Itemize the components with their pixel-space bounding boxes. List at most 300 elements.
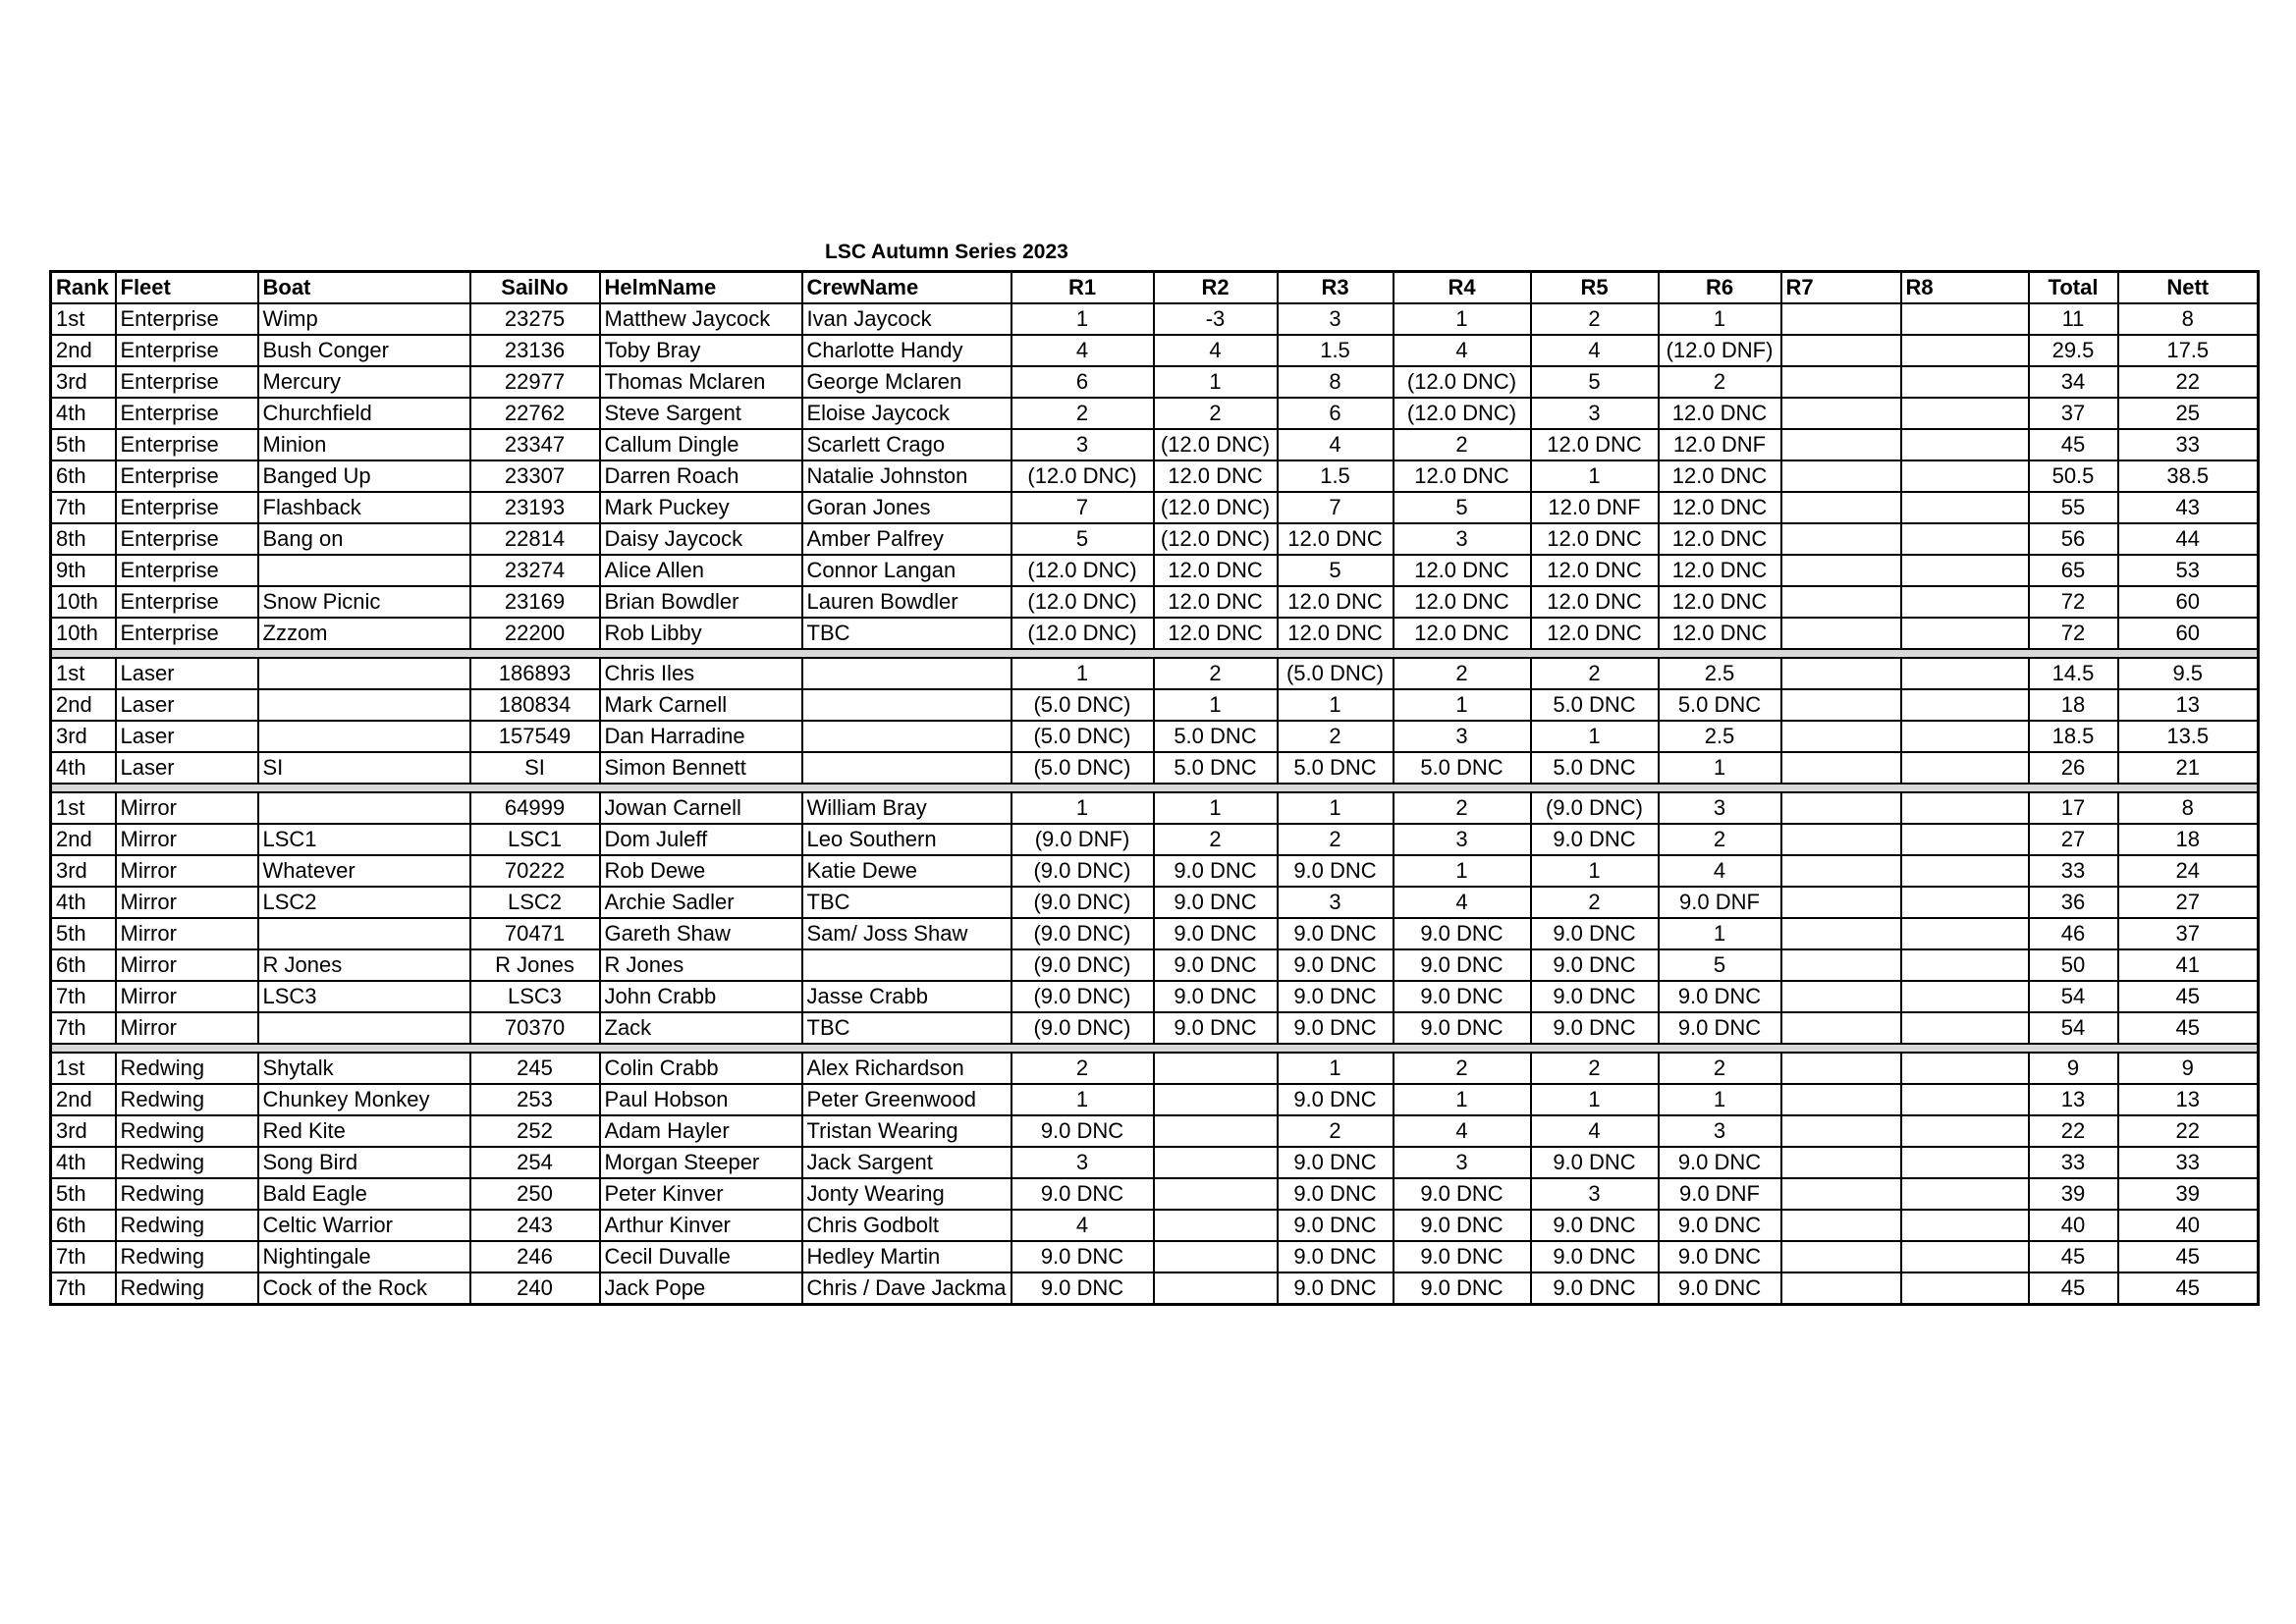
- cell-helm-name: Thomas Mclaren: [600, 366, 802, 398]
- cell-total: 34: [2029, 366, 2118, 398]
- cell-helm-name: Rob Libby: [600, 618, 802, 649]
- cell-total: 14.5: [2029, 658, 2118, 689]
- cell-rank: 6th: [51, 460, 116, 492]
- cell-r8: [1901, 1115, 2029, 1147]
- cell-sail-no: 253: [470, 1084, 600, 1115]
- cell-helm-name: R Jones: [600, 949, 802, 981]
- column-header-sail-no: SailNo: [470, 272, 600, 304]
- cell-r2: 9.0 DNC: [1154, 918, 1278, 949]
- cell-fleet: Laser: [116, 658, 258, 689]
- cell-helm-name: Jowan Carnell: [600, 792, 802, 824]
- cell-sail-no: 240: [470, 1272, 600, 1305]
- cell-fleet: Enterprise: [116, 492, 258, 523]
- cell-r6: 9.0 DNC: [1659, 1012, 1781, 1044]
- cell-rank: 3rd: [51, 855, 116, 887]
- table-row: [51, 918, 2259, 949]
- cell-fleet: Enterprise: [116, 335, 258, 366]
- cell-r2: 2: [1154, 398, 1278, 429]
- cell-nett: 22: [2118, 1115, 2259, 1147]
- cell-r5: 1: [1531, 855, 1659, 887]
- cell-r4: 5.0 DNC: [1394, 752, 1531, 784]
- cell-r5: 9.0 DNC: [1531, 1012, 1659, 1044]
- cell-helm-name: Simon Bennett: [600, 752, 802, 784]
- cell-r8: [1901, 398, 2029, 429]
- cell-r6: 1: [1659, 1084, 1781, 1115]
- cell-r1: (12.0 DNC): [1011, 460, 1154, 492]
- cell-sail-no: 23275: [470, 303, 600, 335]
- cell-r6: 2.5: [1659, 658, 1781, 689]
- cell-r5: 5.0 DNC: [1531, 752, 1659, 784]
- cell-rank: 7th: [51, 981, 116, 1012]
- cell-r8: [1901, 918, 2029, 949]
- cell-crew-name: Scarlett Crago: [802, 429, 1011, 460]
- cell-r1: 1: [1011, 303, 1154, 335]
- cell-rank: 6th: [51, 949, 116, 981]
- cell-r5: 4: [1531, 335, 1659, 366]
- cell-crew-name: Jasse Crabb: [802, 981, 1011, 1012]
- cell-crew-name: [802, 689, 1011, 721]
- cell-r5: 9.0 DNC: [1531, 1147, 1659, 1178]
- cell-r6: 12.0 DNC: [1659, 586, 1781, 618]
- cell-total: 13: [2029, 1084, 2118, 1115]
- cell-crew-name: Jonty Wearing: [802, 1178, 1011, 1210]
- cell-boat: Bush Conger: [258, 335, 470, 366]
- cell-r8: [1901, 792, 2029, 824]
- table-row: [51, 1084, 2259, 1115]
- cell-crew-name: Amber Palfrey: [802, 523, 1011, 555]
- cell-r7: [1781, 1178, 1901, 1210]
- cell-r3: 9.0 DNC: [1278, 1241, 1394, 1272]
- cell-rank: 4th: [51, 398, 116, 429]
- cell-nett: 60: [2118, 586, 2259, 618]
- cell-helm-name: Darren Roach: [600, 460, 802, 492]
- cell-sail-no: 23307: [470, 460, 600, 492]
- cell-boat: Song Bird: [258, 1147, 470, 1178]
- column-header-r6: R6: [1659, 272, 1781, 304]
- cell-sail-no: LSC1: [470, 824, 600, 855]
- cell-rank: 5th: [51, 1178, 116, 1210]
- cell-nett: 60: [2118, 618, 2259, 649]
- cell-boat: Red Kite: [258, 1115, 470, 1147]
- cell-r8: [1901, 586, 2029, 618]
- cell-r2: 12.0 DNC: [1154, 555, 1278, 586]
- cell-rank: 1st: [51, 1053, 116, 1084]
- table-row: [51, 1210, 2259, 1241]
- cell-fleet: Enterprise: [116, 618, 258, 649]
- cell-boat: [258, 918, 470, 949]
- cell-boat: Flashback: [258, 492, 470, 523]
- cell-r1: (9.0 DNC): [1011, 981, 1154, 1012]
- cell-r2: 2: [1154, 658, 1278, 689]
- cell-r7: [1781, 586, 1901, 618]
- column-header-r2: R2: [1154, 272, 1278, 304]
- cell-r3: 5: [1278, 555, 1394, 586]
- cell-nett: 41: [2118, 949, 2259, 981]
- cell-r3: 1.5: [1278, 335, 1394, 366]
- cell-nett: 53: [2118, 555, 2259, 586]
- cell-r7: [1781, 523, 1901, 555]
- cell-sail-no: 243: [470, 1210, 600, 1241]
- cell-r1: 3: [1011, 429, 1154, 460]
- cell-sail-no: SI: [470, 752, 600, 784]
- cell-r6: 12.0 DNC: [1659, 523, 1781, 555]
- cell-rank: 2nd: [51, 335, 116, 366]
- cell-total: 22: [2029, 1115, 2118, 1147]
- cell-r4: 1: [1394, 689, 1531, 721]
- cell-crew-name: [802, 949, 1011, 981]
- cell-nett: 39: [2118, 1178, 2259, 1210]
- cell-fleet: Mirror: [116, 824, 258, 855]
- cell-helm-name: Mark Carnell: [600, 689, 802, 721]
- table-row: [51, 1178, 2259, 1210]
- cell-r1: (9.0 DNC): [1011, 855, 1154, 887]
- cell-r7: [1781, 1147, 1901, 1178]
- cell-r1: (5.0 DNC): [1011, 689, 1154, 721]
- cell-r4: 1: [1394, 1084, 1531, 1115]
- cell-r3: 9.0 DNC: [1278, 1210, 1394, 1241]
- cell-r1: 9.0 DNC: [1011, 1115, 1154, 1147]
- cell-total: 55: [2029, 492, 2118, 523]
- cell-boat: [258, 555, 470, 586]
- table-row: [51, 460, 2259, 492]
- header-row: [51, 272, 2259, 304]
- cell-r5: 4: [1531, 1115, 1659, 1147]
- cell-total: 45: [2029, 1241, 2118, 1272]
- cell-r7: [1781, 824, 1901, 855]
- cell-crew-name: Ivan Jaycock: [802, 303, 1011, 335]
- cell-nett: 8: [2118, 303, 2259, 335]
- cell-r3: (5.0 DNC): [1278, 658, 1394, 689]
- cell-crew-name: Charlotte Handy: [802, 335, 1011, 366]
- cell-r3: 9.0 DNC: [1278, 1084, 1394, 1115]
- cell-r5: 9.0 DNC: [1531, 918, 1659, 949]
- column-header-r7: R7: [1781, 272, 1901, 304]
- cell-r7: [1781, 618, 1901, 649]
- cell-helm-name: Toby Bray: [600, 335, 802, 366]
- cell-r3: 8: [1278, 366, 1394, 398]
- cell-r2: 9.0 DNC: [1154, 949, 1278, 981]
- cell-nett: 8: [2118, 792, 2259, 824]
- cell-r6: 3: [1659, 1115, 1781, 1147]
- cell-r2: 4: [1154, 335, 1278, 366]
- cell-fleet: Redwing: [116, 1272, 258, 1305]
- cell-nett: 45: [2118, 981, 2259, 1012]
- table-row: [51, 398, 2259, 429]
- column-header-crew-name: CrewName: [802, 272, 1011, 304]
- table-row: [51, 335, 2259, 366]
- cell-r8: [1901, 824, 2029, 855]
- cell-rank: 1st: [51, 658, 116, 689]
- cell-total: 56: [2029, 523, 2118, 555]
- cell-nett: 21: [2118, 752, 2259, 784]
- cell-r7: [1781, 1272, 1901, 1305]
- cell-total: 11: [2029, 303, 2118, 335]
- cell-r1: 9.0 DNC: [1011, 1241, 1154, 1272]
- cell-r3: 3: [1278, 887, 1394, 918]
- cell-fleet: Enterprise: [116, 460, 258, 492]
- table-row: [51, 1115, 2259, 1147]
- table-body: [51, 303, 2259, 1305]
- cell-r7: [1781, 1053, 1901, 1084]
- cell-r8: [1901, 618, 2029, 649]
- cell-boat: SI: [258, 752, 470, 784]
- cell-r3: 1: [1278, 1053, 1394, 1084]
- cell-r2: 12.0 DNC: [1154, 460, 1278, 492]
- cell-rank: 4th: [51, 887, 116, 918]
- cell-sail-no: LSC2: [470, 887, 600, 918]
- cell-boat: Whatever: [258, 855, 470, 887]
- cell-r8: [1901, 1241, 2029, 1272]
- cell-sail-no: R Jones: [470, 949, 600, 981]
- cell-crew-name: Connor Langan: [802, 555, 1011, 586]
- cell-r2: [1154, 1241, 1278, 1272]
- cell-r5: 9.0 DNC: [1531, 949, 1659, 981]
- cell-r2: 1: [1154, 792, 1278, 824]
- cell-fleet: Mirror: [116, 949, 258, 981]
- cell-helm-name: Archie Sadler: [600, 887, 802, 918]
- cell-r6: 9.0 DNC: [1659, 1147, 1781, 1178]
- cell-sail-no: 250: [470, 1178, 600, 1210]
- cell-helm-name: Dan Harradine: [600, 721, 802, 752]
- table-row: [51, 792, 2259, 824]
- cell-r4: 2: [1394, 658, 1531, 689]
- cell-r5: 5: [1531, 366, 1659, 398]
- cell-r4: 3: [1394, 523, 1531, 555]
- cell-r2: [1154, 1053, 1278, 1084]
- cell-r8: [1901, 1210, 2029, 1241]
- cell-total: 54: [2029, 1012, 2118, 1044]
- cell-helm-name: Gareth Shaw: [600, 918, 802, 949]
- cell-helm-name: Brian Bowdler: [600, 586, 802, 618]
- fleet-separator: [51, 1044, 2259, 1053]
- cell-r4: 4: [1394, 335, 1531, 366]
- column-header-total: Total: [2029, 272, 2118, 304]
- cell-r8: [1901, 887, 2029, 918]
- cell-r3: 9.0 DNC: [1278, 918, 1394, 949]
- table-row: [51, 855, 2259, 887]
- cell-rank: 1st: [51, 792, 116, 824]
- cell-r6: 12.0 DNF: [1659, 429, 1781, 460]
- cell-r4: 12.0 DNC: [1394, 460, 1531, 492]
- cell-r2: 9.0 DNC: [1154, 887, 1278, 918]
- cell-total: 54: [2029, 981, 2118, 1012]
- cell-helm-name: Adam Hayler: [600, 1115, 802, 1147]
- cell-fleet: Mirror: [116, 887, 258, 918]
- cell-boat: Bald Eagle: [258, 1178, 470, 1210]
- cell-r5: 2: [1531, 658, 1659, 689]
- cell-r7: [1781, 1084, 1901, 1115]
- cell-r2: [1154, 1115, 1278, 1147]
- cell-r3: 9.0 DNC: [1278, 1272, 1394, 1305]
- cell-r4: 4: [1394, 887, 1531, 918]
- cell-r8: [1901, 721, 2029, 752]
- cell-r7: [1781, 658, 1901, 689]
- cell-r3: 3: [1278, 303, 1394, 335]
- separator-cell: [51, 649, 2259, 658]
- cell-nett: 45: [2118, 1272, 2259, 1305]
- cell-r6: 4: [1659, 855, 1781, 887]
- cell-r7: [1781, 555, 1901, 586]
- cell-r2: 5.0 DNC: [1154, 752, 1278, 784]
- cell-total: 40: [2029, 1210, 2118, 1241]
- cell-sail-no: 254: [470, 1147, 600, 1178]
- cell-r1: 9.0 DNC: [1011, 1178, 1154, 1210]
- cell-r4: 3: [1394, 824, 1531, 855]
- cell-r5: 12.0 DNC: [1531, 586, 1659, 618]
- cell-nett: 43: [2118, 492, 2259, 523]
- cell-r4: 9.0 DNC: [1394, 1272, 1531, 1305]
- cell-helm-name: Chris Iles: [600, 658, 802, 689]
- cell-r4: 1: [1394, 855, 1531, 887]
- cell-r1: 5: [1011, 523, 1154, 555]
- cell-r7: [1781, 1210, 1901, 1241]
- page-title: LSC Autumn Series 2023: [825, 241, 1068, 263]
- cell-r8: [1901, 555, 2029, 586]
- cell-sail-no: 23193: [470, 492, 600, 523]
- table-row: [51, 824, 2259, 855]
- cell-sail-no: 22977: [470, 366, 600, 398]
- cell-r5: 2: [1531, 887, 1659, 918]
- table-row: [51, 1241, 2259, 1272]
- cell-r1: (5.0 DNC): [1011, 721, 1154, 752]
- column-header-fleet: Fleet: [116, 272, 258, 304]
- cell-nett: 9.5: [2118, 658, 2259, 689]
- cell-crew-name: [802, 658, 1011, 689]
- column-header-r4: R4: [1394, 272, 1531, 304]
- cell-rank: 3rd: [51, 366, 116, 398]
- table-row: [51, 1272, 2259, 1305]
- cell-crew-name: Natalie Johnston: [802, 460, 1011, 492]
- cell-fleet: Redwing: [116, 1241, 258, 1272]
- table-row: [51, 523, 2259, 555]
- cell-r6: 9.0 DNC: [1659, 1272, 1781, 1305]
- cell-nett: 18: [2118, 824, 2259, 855]
- cell-r6: 2: [1659, 824, 1781, 855]
- cell-total: 45: [2029, 429, 2118, 460]
- cell-rank: 3rd: [51, 721, 116, 752]
- cell-r1: (9.0 DNC): [1011, 918, 1154, 949]
- cell-crew-name: Leo Southern: [802, 824, 1011, 855]
- cell-r8: [1901, 335, 2029, 366]
- cell-helm-name: Rob Dewe: [600, 855, 802, 887]
- cell-r8: [1901, 752, 2029, 784]
- cell-total: 50: [2029, 949, 2118, 981]
- cell-r5: 12.0 DNC: [1531, 429, 1659, 460]
- cell-helm-name: Daisy Jaycock: [600, 523, 802, 555]
- cell-r2: [1154, 1210, 1278, 1241]
- cell-total: 46: [2029, 918, 2118, 949]
- cell-r4: 9.0 DNC: [1394, 949, 1531, 981]
- cell-r1: 6: [1011, 366, 1154, 398]
- cell-fleet: Redwing: [116, 1115, 258, 1147]
- cell-r7: [1781, 1115, 1901, 1147]
- cell-r8: [1901, 658, 2029, 689]
- cell-total: 26: [2029, 752, 2118, 784]
- cell-r3: 2: [1278, 721, 1394, 752]
- cell-r4: 12.0 DNC: [1394, 555, 1531, 586]
- cell-boat: Shytalk: [258, 1053, 470, 1084]
- cell-fleet: Enterprise: [116, 586, 258, 618]
- table-header: [51, 272, 2259, 304]
- cell-helm-name: Callum Dingle: [600, 429, 802, 460]
- cell-r6: 9.0 DNC: [1659, 1210, 1781, 1241]
- cell-r5: 9.0 DNC: [1531, 1210, 1659, 1241]
- table-row: [51, 303, 2259, 335]
- cell-fleet: Redwing: [116, 1178, 258, 1210]
- cell-fleet: Redwing: [116, 1053, 258, 1084]
- cell-rank: 8th: [51, 523, 116, 555]
- cell-helm-name: Zack: [600, 1012, 802, 1044]
- cell-boat: Wimp: [258, 303, 470, 335]
- cell-r2: (12.0 DNC): [1154, 492, 1278, 523]
- cell-r2: [1154, 1147, 1278, 1178]
- cell-r4: 9.0 DNC: [1394, 918, 1531, 949]
- cell-r1: (12.0 DNC): [1011, 555, 1154, 586]
- cell-helm-name: Morgan Steeper: [600, 1147, 802, 1178]
- table-row: [51, 1147, 2259, 1178]
- column-header-nett: Nett: [2118, 272, 2259, 304]
- separator-cell: [51, 784, 2259, 792]
- cell-r6: 9.0 DNF: [1659, 887, 1781, 918]
- cell-r8: [1901, 855, 2029, 887]
- cell-total: 33: [2029, 855, 2118, 887]
- cell-rank: 7th: [51, 1241, 116, 1272]
- cell-r5: 5.0 DNC: [1531, 689, 1659, 721]
- cell-sail-no: 22814: [470, 523, 600, 555]
- cell-fleet: Enterprise: [116, 398, 258, 429]
- cell-total: 18: [2029, 689, 2118, 721]
- cell-crew-name: Eloise Jaycock: [802, 398, 1011, 429]
- cell-r7: [1781, 949, 1901, 981]
- cell-r4: 9.0 DNC: [1394, 981, 1531, 1012]
- cell-r5: 2: [1531, 303, 1659, 335]
- cell-r3: 9.0 DNC: [1278, 949, 1394, 981]
- cell-r5: (9.0 DNC): [1531, 792, 1659, 824]
- cell-r7: [1781, 429, 1901, 460]
- cell-crew-name: Lauren Bowdler: [802, 586, 1011, 618]
- cell-r7: [1781, 366, 1901, 398]
- cell-r8: [1901, 1178, 2029, 1210]
- cell-r1: 1: [1011, 658, 1154, 689]
- cell-sail-no: 70471: [470, 918, 600, 949]
- cell-sail-no: 246: [470, 1241, 600, 1272]
- cell-crew-name: William Bray: [802, 792, 1011, 824]
- cell-crew-name: TBC: [802, 1012, 1011, 1044]
- cell-sail-no: 245: [470, 1053, 600, 1084]
- cell-nett: 27: [2118, 887, 2259, 918]
- fleet-separator: [51, 649, 2259, 658]
- cell-helm-name: Matthew Jaycock: [600, 303, 802, 335]
- cell-r6: 12.0 DNC: [1659, 398, 1781, 429]
- table-row: [51, 721, 2259, 752]
- cell-sail-no: 186893: [470, 658, 600, 689]
- cell-nett: 13: [2118, 1084, 2259, 1115]
- cell-r6: 9.0 DNF: [1659, 1178, 1781, 1210]
- table-row: [51, 618, 2259, 649]
- cell-r5: 2: [1531, 1053, 1659, 1084]
- cell-r8: [1901, 366, 2029, 398]
- cell-r3: 2: [1278, 824, 1394, 855]
- table-row: [51, 555, 2259, 586]
- cell-r4: 5: [1394, 492, 1531, 523]
- cell-total: 65: [2029, 555, 2118, 586]
- cell-boat: LSC1: [258, 824, 470, 855]
- table-row: [51, 887, 2259, 918]
- cell-total: 9: [2029, 1053, 2118, 1084]
- cell-r7: [1781, 335, 1901, 366]
- column-header-r5: R5: [1531, 272, 1659, 304]
- cell-r4: 1: [1394, 303, 1531, 335]
